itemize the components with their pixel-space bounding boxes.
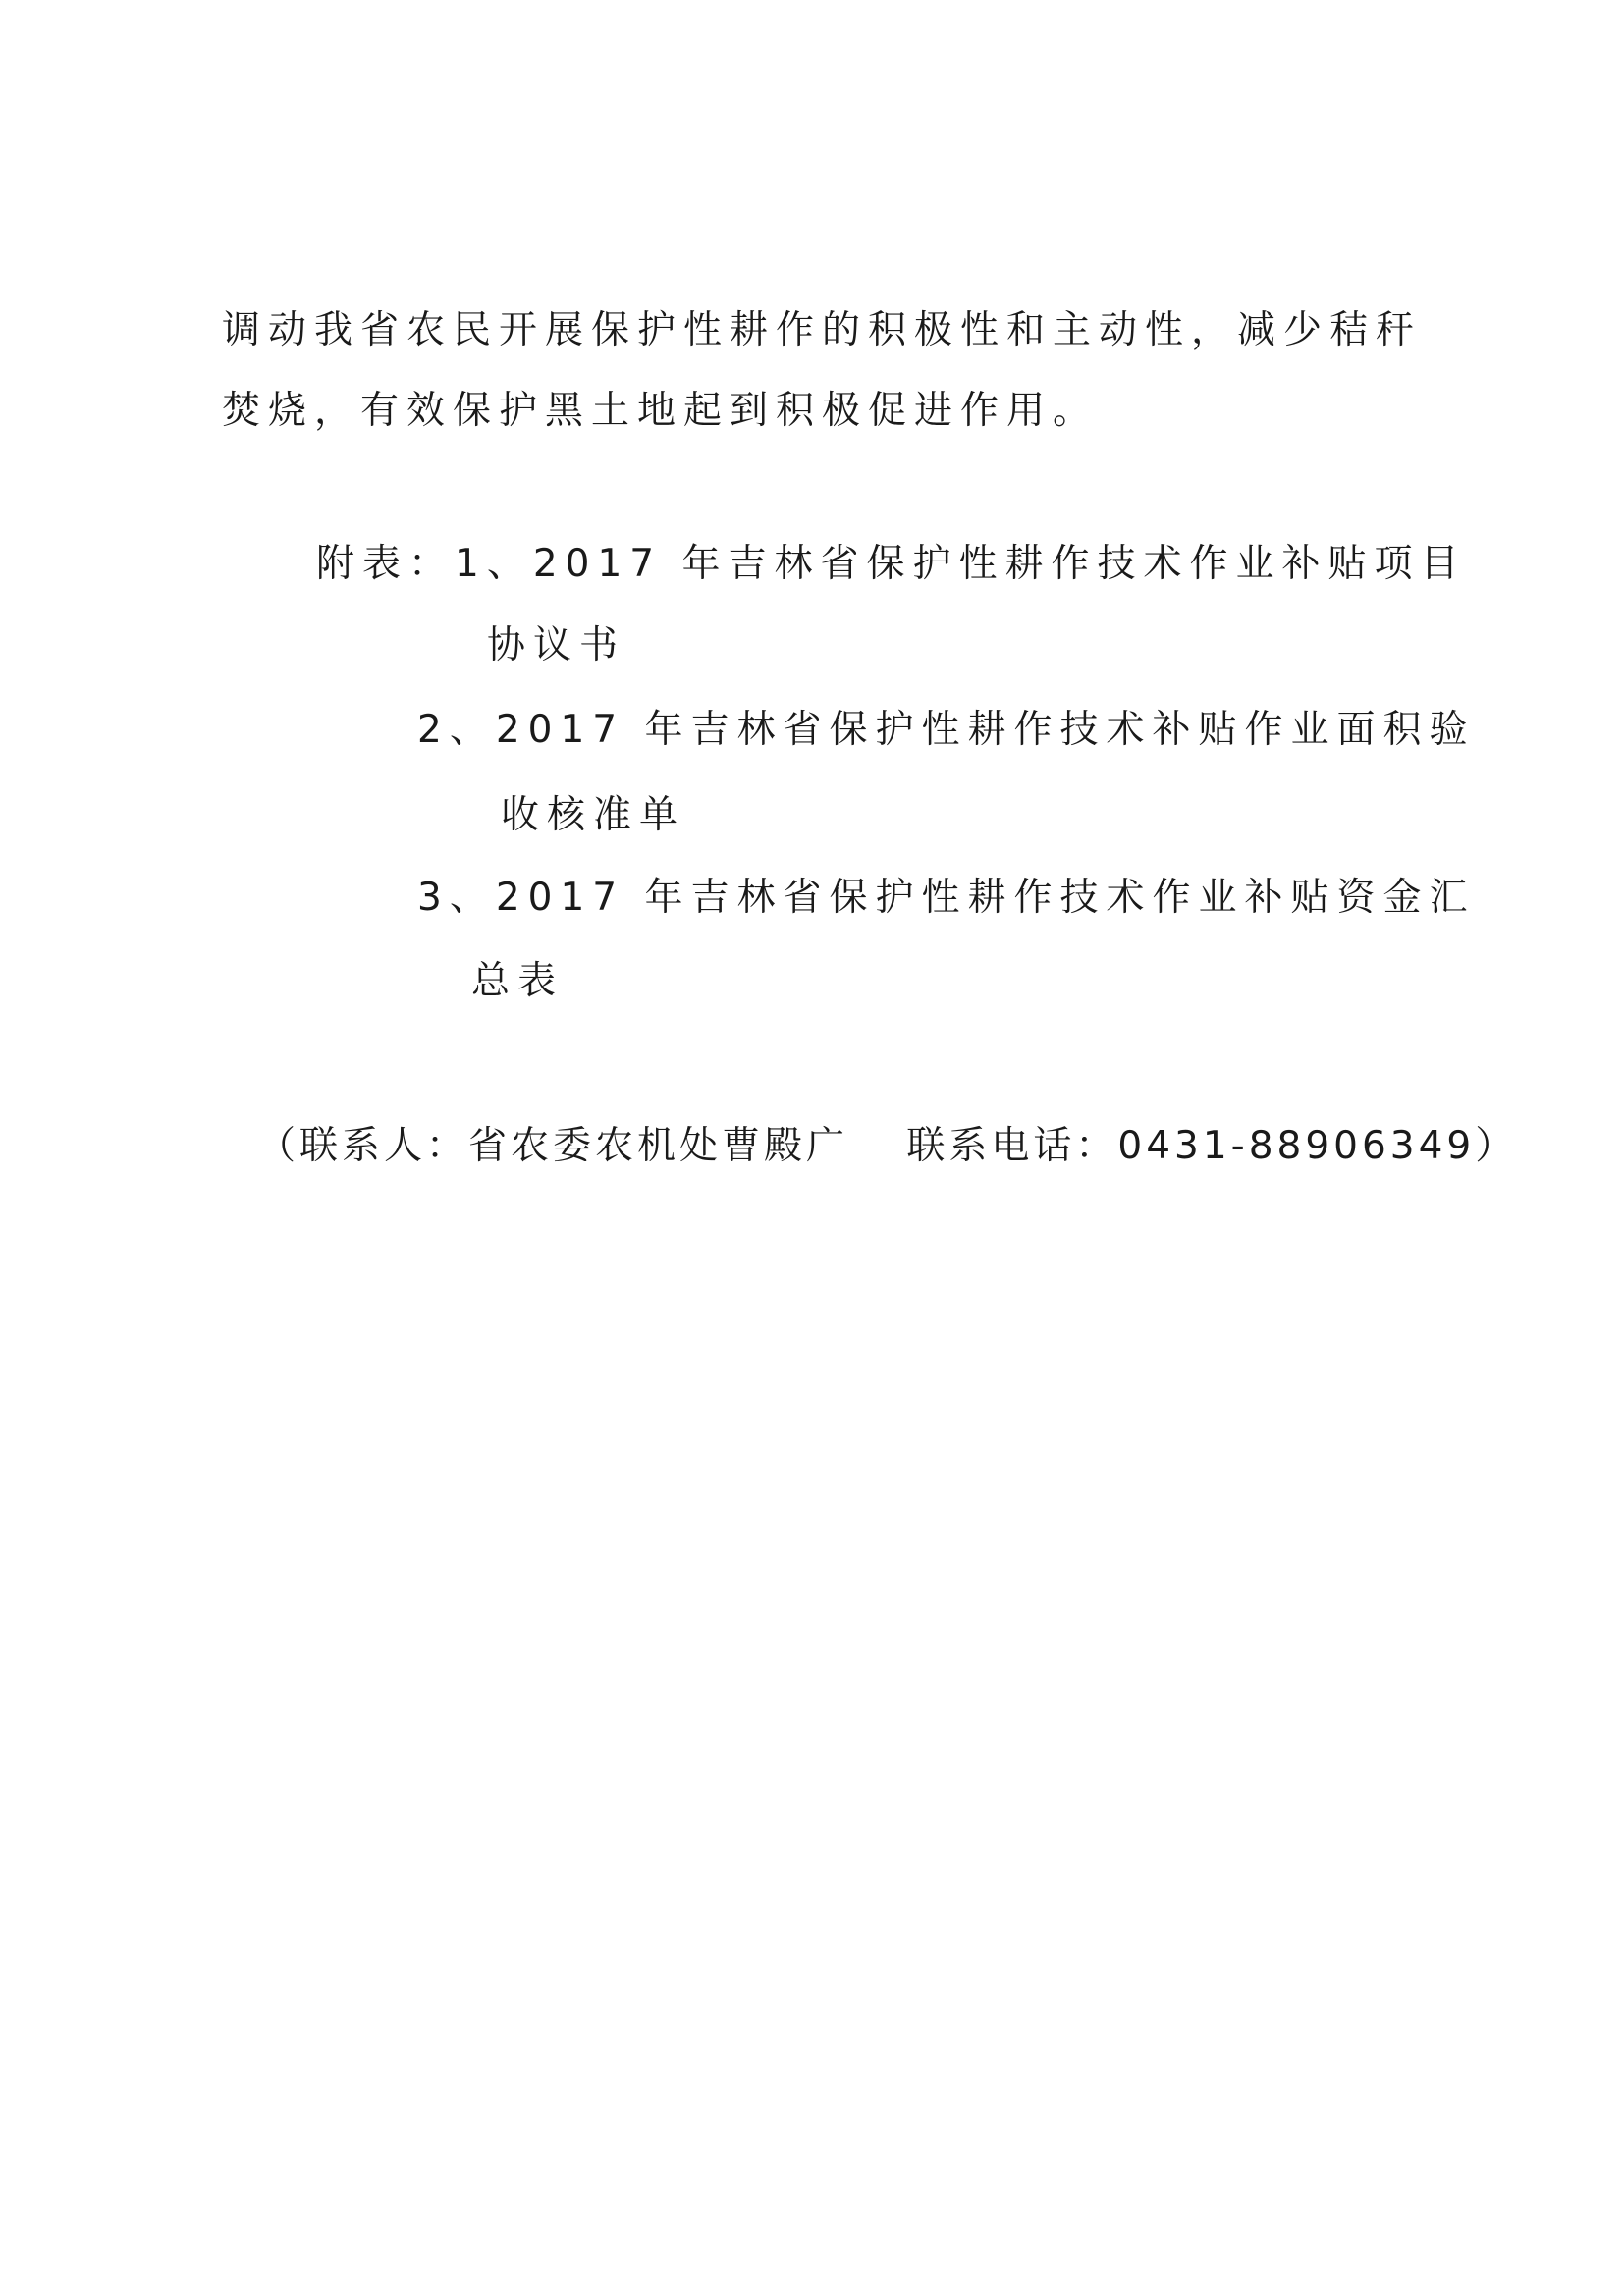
body-paragraph-line-1: 调动我省农民开展保护性耕作的积极性和主动性，减少秸秆 [222,308,1423,352]
contact-info: （联系人：省农委农机处曹殿广 联系电话：0431-88906349） [257,1124,1518,1168]
body-paragraph-line-2: 焚烧，有效保护黑土地起到积极促进作用。 [222,389,1100,433]
attachment-3-line-2: 总表 [471,959,565,1003]
attachment-3-line-1: 3、2017 年吉林省保护性耕作技术作业补贴资金汇 [417,876,1476,920]
attachment-1-line-1: 附表：1、2017 年吉林省保护性耕作技术作业补贴项目 [316,542,1467,586]
attachment-2-line-1: 2、2017 年吉林省保护性耕作技术补贴作业面积验 [417,708,1476,752]
attachment-1-line-2: 协议书 [487,623,626,667]
attachment-2-line-2: 收核准单 [501,793,686,837]
